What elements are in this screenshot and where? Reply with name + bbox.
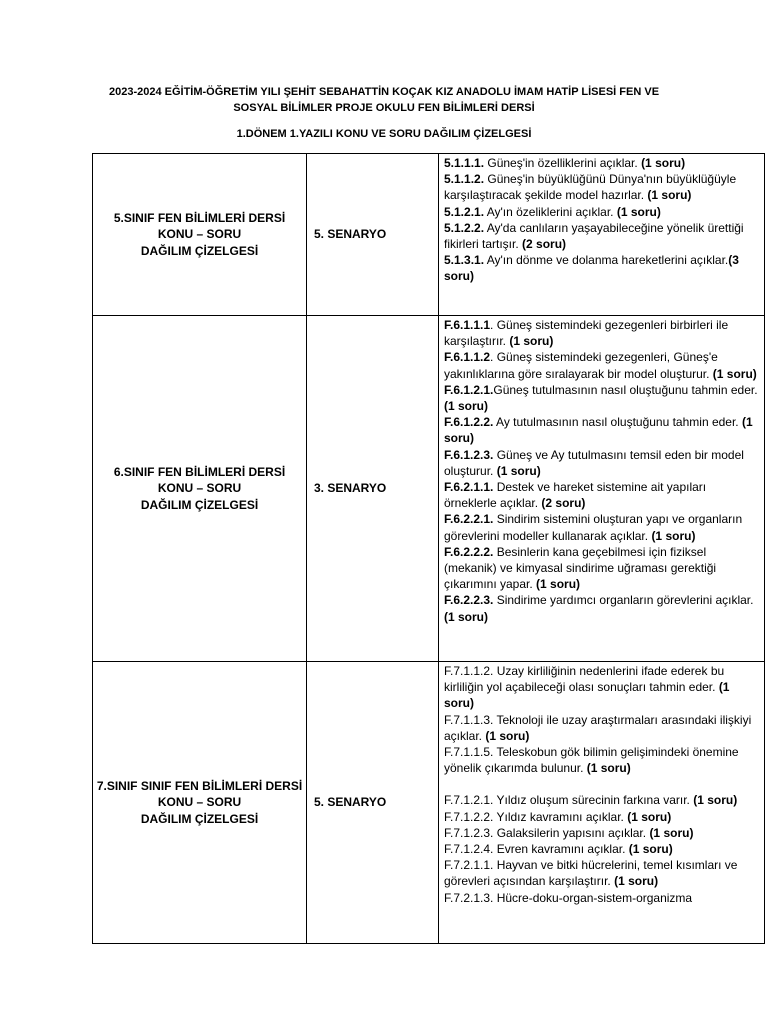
objective-item	[444, 479, 760, 511]
objective-code: 5.1.2.2.	[444, 220, 485, 235]
objective-text: . Güneş sistemindeki gezegenleri birbirleri ile karşılaştırır.	[444, 318, 729, 349]
objectives-clip	[444, 663, 760, 940]
scenario-cell: 5. SENARYO	[307, 154, 439, 316]
table-row	[93, 154, 765, 316]
objective-item	[444, 792, 760, 808]
objective-item	[444, 511, 760, 543]
objective-text: F.7.1.1.2. Uzay kirliliğinin nedenlerini ifade ederek bu kirliliğin yol açabileceği olası sonuçları tahmin eder.	[444, 664, 725, 695]
document-subtitle: 1.DÖNEM 1.YAZILI KONU VE SORU DAĞILIM ÇİZELGESİ	[236, 128, 532, 140]
objective-code: F.6.2.2.1.	[444, 512, 494, 527]
course-line: KONU – SORU	[157, 795, 242, 810]
objective-code: F.6.2.1.1.	[444, 480, 494, 495]
objective-text: Destek ve hareket sistemine ait yapıları örneklerle açıklar.	[444, 480, 707, 511]
objective-code: F.6.1.1.1	[444, 318, 491, 332]
objective-text: F.7.1.2.3. Galaksilerin yapısını açıklar.	[444, 825, 650, 840]
objectives-cell	[439, 316, 765, 662]
table-row	[93, 316, 765, 662]
question-count: (1 soru)	[649, 825, 694, 840]
course-cell	[93, 662, 307, 944]
objective-text: Güneş tutulmasının nasıl oluştuğunu tahmin eder.	[493, 382, 758, 397]
distribution-table	[92, 153, 765, 944]
scenario-cell: 5. SENARYO	[307, 662, 439, 944]
objective-item	[444, 447, 760, 479]
objective-item	[444, 317, 760, 349]
objective-text: Sindirime yardımcı organların görevlerini açıklar.	[493, 593, 754, 608]
objective-code: 5.1.1.2.	[444, 172, 485, 187]
objective-text: F.7.1.2.4. Evren kavramını açıklar.	[444, 842, 629, 857]
question-count: (1 soru)	[614, 874, 659, 889]
question-count: (1 soru)	[647, 188, 692, 203]
question-count: (1 soru)	[627, 809, 672, 824]
objective-text: Güneş'in büyüklüğünü Dünya'nın büyüklüğüyle karşılaştıracak şekilde model hazırlar.	[444, 172, 737, 203]
question-count: (2 soru)	[522, 237, 567, 252]
objective-code: 5.1.2.1.	[444, 204, 485, 219]
objective-code: 5.1.1.1.	[444, 156, 485, 170]
objective-text: F.7.1.1.3. Teknoloji ile uzay araştırmaları arasındaki ilişkiyi açıklar.	[444, 712, 752, 743]
objective-text: Ay tutulmasının nasıl oluştuğunu tahmin eder.	[493, 415, 742, 430]
question-count: (1 soru)	[444, 399, 489, 414]
question-count: (1 soru)	[485, 728, 530, 743]
objective-text: . Güneş sistemindeki gezegenleri, Güneş'e yakınlıklarına göre sıralayarak bir model oluşturur.	[444, 350, 718, 381]
question-count: (1 soru)	[693, 793, 738, 808]
course-line: KONU – SORU	[157, 481, 242, 496]
question-count: (3 soru)	[444, 253, 739, 284]
objective-text: F.7.2.1.3. Hücre-doku-organ-sistem-organizma	[444, 890, 693, 905]
question-count: (1 soru)	[444, 609, 489, 624]
objective-text: Besinlerin kana geçebilmesi için fiziksel (mekanik) ve kimyasal sindirime uğraması gerektiği çıkarımını yapar.	[444, 544, 717, 592]
objective-item	[444, 349, 760, 381]
course-name: 7.SINIF SINIF FEN BİLİMLERİ DERSİ	[96, 779, 303, 794]
objective-item	[444, 841, 760, 857]
objective-item	[444, 592, 760, 624]
question-count: (1 soru)	[496, 463, 541, 478]
question-count: (1 soru)	[651, 528, 696, 543]
course-name: 6.SINIF FEN BİLİMLERİ DERSİ	[113, 465, 286, 480]
objective-text: F.7.1.2.1. Yıldız oluşum sürecinin farkına varır.	[444, 793, 694, 808]
objective-item	[444, 712, 760, 744]
course-line: KONU – SORU	[157, 227, 242, 242]
question-count: (1 soru)	[586, 761, 631, 776]
question-count: (1 soru)	[509, 334, 554, 349]
question-count: (2 soru)	[541, 496, 586, 511]
objective-code: 5.1.3.1.	[444, 253, 485, 268]
objective-item	[444, 252, 760, 284]
objective-code: F.6.2.2.3.	[444, 593, 494, 608]
objective-item	[444, 204, 760, 220]
objectives-cell	[439, 154, 765, 316]
objective-text: F.7.1.2.2. Yıldız kavramını açıklar.	[444, 809, 628, 824]
objective-item	[444, 663, 760, 712]
objective-text: F.7.1.1.5. Teleskobun gök bilimin gelişimindeki önemine yönelik çıkarımda bulunur.	[444, 745, 739, 776]
question-count: (1 soru)	[712, 366, 757, 381]
title-line-1: 2023-2024 EĞİTİM-ÖĞRETİM YILI ŞEHİT SEBAHATTİN KOÇAK KIZ ANADOLU İMAM HATİP LİSESİ FEN VE	[108, 86, 660, 98]
table-row	[93, 662, 765, 944]
objective-item	[444, 544, 760, 593]
document-title	[90, 84, 678, 116]
course-cell	[93, 154, 307, 316]
objective-text: Ay'ın dönme ve dolanma hareketlerini açıklar.	[484, 253, 729, 268]
objectives-cell	[439, 662, 765, 944]
objective-item	[444, 155, 760, 171]
question-count: (1 soru)	[444, 680, 730, 711]
objective-text: Sindirim sistemini oluşturan yapı ve organların görevlerini modeller kullanarak açıklar.	[444, 512, 743, 543]
objective-item	[444, 890, 760, 906]
blank-line	[444, 776, 760, 792]
question-count: (1 soru)	[536, 577, 581, 592]
objective-item	[444, 171, 760, 203]
objective-code: F.6.1.2.3.	[444, 447, 494, 462]
objective-code: F.6.1.2.2.	[444, 415, 494, 430]
objective-item	[444, 809, 760, 825]
objective-item	[444, 825, 760, 841]
question-count: (1 soru)	[628, 842, 673, 857]
objective-text: Ay'da canlıların yaşayabileceğine yönelik ürettiği fikirleri tartışır.	[444, 220, 744, 252]
course-line: DAĞILIM ÇİZELGESİ	[140, 243, 259, 258]
objective-code: F.6.1.1.2	[444, 350, 491, 365]
objective-item	[444, 382, 760, 414]
scenario-cell: 3. SENARYO	[307, 316, 439, 662]
objective-item	[444, 414, 760, 446]
objective-code: F.6.2.2.2.	[444, 544, 494, 559]
course-line: DAĞILIM ÇİZELGESİ	[140, 811, 259, 826]
objective-text: F.7.2.1.1. Hayvan ve bitki hücrelerini, temel kısımları ve görevleri açısından karşılaştırır.	[444, 858, 738, 889]
course-line: DAĞILIM ÇİZELGESİ	[140, 497, 259, 512]
course-name: 5.SINIF FEN BİLİMLERİ DERSİ	[113, 211, 286, 226]
title-line-2: SOSYAL BİLİMLER PROJE OKULU FEN BİLİMLERİ DERSİ	[233, 102, 535, 114]
objective-text: Güneş ve Ay tutulmasını temsil eden bir model oluşturur.	[444, 447, 744, 478]
objective-item	[444, 857, 760, 889]
course-cell	[93, 316, 307, 662]
objective-code: F.6.1.2.1.	[444, 382, 494, 397]
objective-text: Ay'ın özeliklerini açıklar.	[484, 204, 617, 219]
question-count: (1 soru)	[616, 204, 661, 219]
question-count: (1 soru)	[444, 415, 753, 446]
objective-text: Güneş'in özelliklerini açıklar.	[484, 156, 642, 170]
question-count: (1 soru)	[641, 156, 686, 170]
objective-item	[444, 220, 760, 252]
objective-item	[444, 744, 760, 776]
